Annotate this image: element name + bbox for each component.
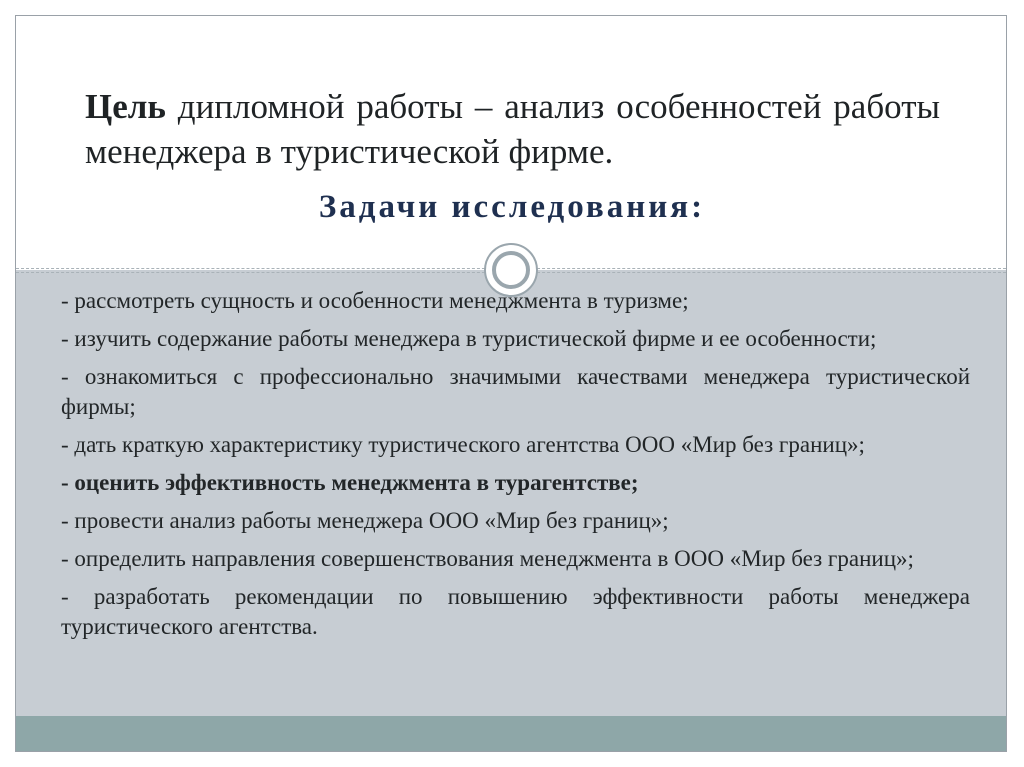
goal-text: дипломной работы – анализ особенностей работы менеджера в туристической фирме. xyxy=(85,87,940,171)
task-item: - оценить эффективность менеджмента в турагентстве; xyxy=(61,470,639,495)
task-item: - изучить содержание работы менеджера в туристической фирме и ее особенности; xyxy=(61,326,877,351)
divider-ring-inner-icon xyxy=(492,251,530,289)
slide-footer-band xyxy=(16,716,1006,751)
task-item: - рассмотреть сущность и особенности менеджмента в туризме; xyxy=(61,288,689,313)
goal-label: Цель xyxy=(85,87,166,126)
task-item: - определить направления совершенствования менеджмента в ООО «Мир без границ»; xyxy=(61,546,914,571)
task-item: - разработать рекомендации по повышению эффективности работы менеджера туристического агентства. xyxy=(61,584,970,639)
goal-statement xyxy=(85,84,940,174)
task-item: - ознакомиться с профессионально значимыми качествами менеджера туристической фирмы; xyxy=(61,364,970,419)
tasks-list xyxy=(61,286,970,650)
task-item: - провести анализ работы менеджера ООО «Мир без границ»; xyxy=(61,508,669,533)
tasks-title: Задачи исследования: xyxy=(318,189,706,225)
task-item: - дать краткую характеристику туристического агентства ООО «Мир без границ»; xyxy=(61,432,865,457)
